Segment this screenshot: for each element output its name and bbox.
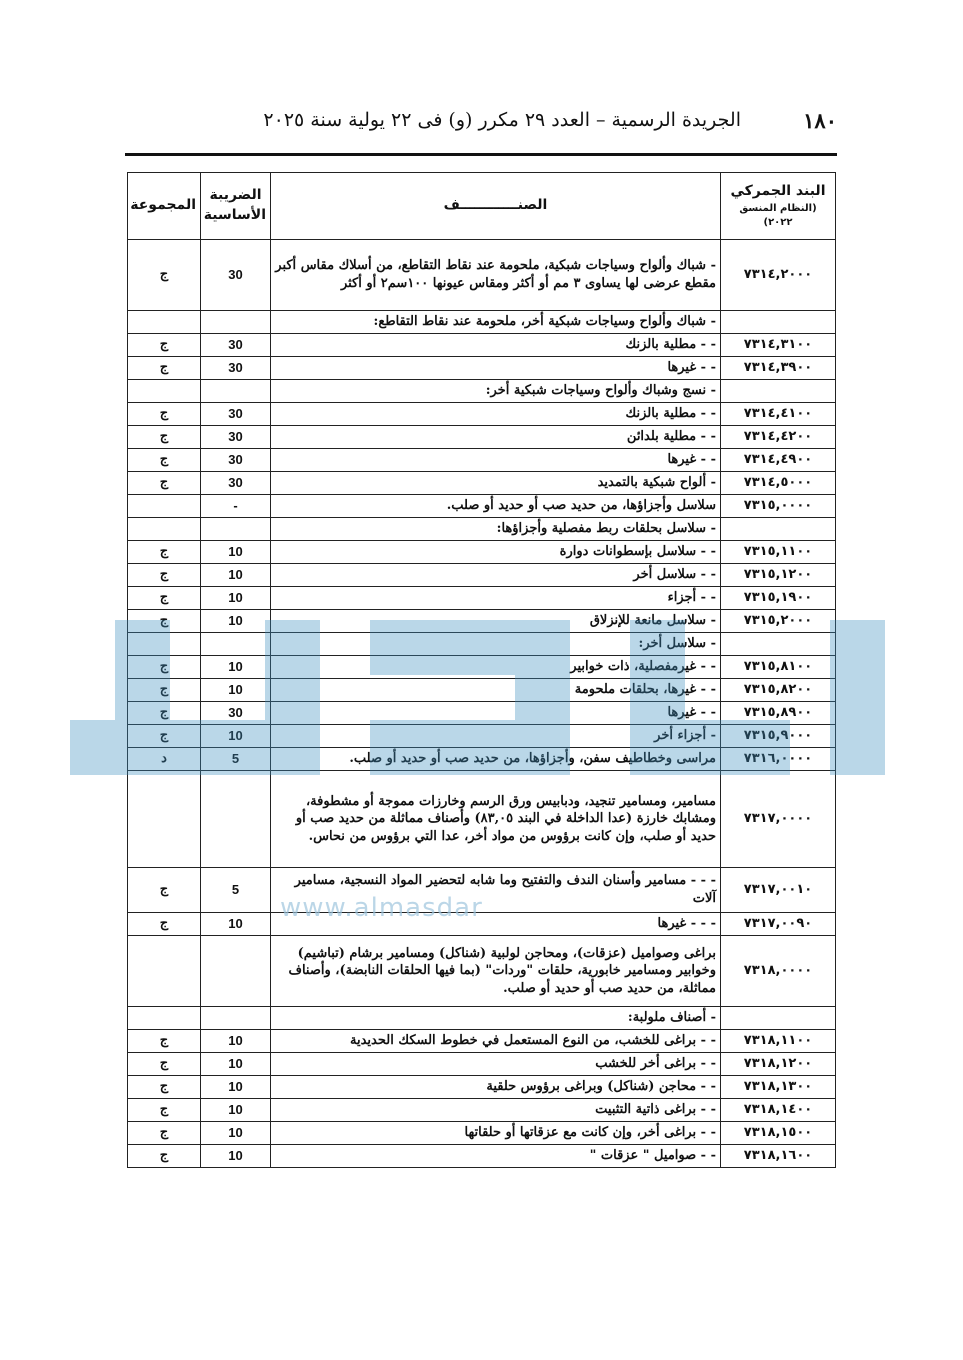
rate-cell [201, 936, 271, 1007]
description-cell: - أصناف ملولبة: [271, 1007, 721, 1030]
group-cell: ج [128, 357, 201, 380]
description-cell: - - محاجن (شناكل) وبراغى برؤوس حلقية [271, 1076, 721, 1099]
description-cell: - - - غيرها [271, 913, 721, 936]
group-cell: ج [128, 1030, 201, 1053]
table-row [128, 725, 836, 748]
group-cell: ج [128, 702, 201, 725]
group-cell [128, 380, 201, 403]
table-header-row [128, 173, 836, 240]
group-cell [128, 633, 201, 656]
table-row [128, 495, 836, 518]
table-row [128, 449, 836, 472]
page-number: ١٨٠ [803, 108, 837, 133]
description-cell: - شباك وألواح وسياجات شبكية، ملحومة عند نقاط التقاطع، من أسلاك مقاس أكبر مقطع عرضى لها يساوى ٣ مم أو أكثر ومقاس عيونها ١٠٠سم٢ أو أكثر [271, 240, 721, 311]
rate-cell: - [201, 495, 271, 518]
description-cell: - ألواح شبكية بالتمديد [271, 472, 721, 495]
group-cell: د [128, 748, 201, 771]
column-header-group: المجموعة [128, 173, 201, 240]
description-cell: - - - مسامير وأسنان الندف والتفتيح وما شابه لتحضير المواد النسجية، مسامير آلات [271, 868, 721, 913]
column-header-code [721, 173, 836, 240]
tariff-code-cell: ٧٣١٥,١١٠٠ [721, 541, 836, 564]
group-cell: ج [128, 1076, 201, 1099]
table-row [128, 1145, 836, 1168]
group-cell: ج [128, 541, 201, 564]
tariff-code-cell: ٧٣١٦,٠٠٠٠ [721, 748, 836, 771]
table-row [128, 357, 836, 380]
tariff-code-cell: ٧٣١٥,٨٩٠٠ [721, 702, 836, 725]
table-row [128, 426, 836, 449]
rate-cell [201, 311, 271, 334]
tariff-code-cell [721, 1007, 836, 1030]
tariff-code-cell: ٧٣١٤,٣٩٠٠ [721, 357, 836, 380]
group-cell: ج [128, 679, 201, 702]
watermark-stroke [830, 620, 885, 775]
rate-cell [201, 1007, 271, 1030]
tariff-code-cell: ٧٣١٥,٢٠٠٠ [721, 610, 836, 633]
group-cell [128, 518, 201, 541]
description-cell: سلاسل وأجزاؤها، من حديد صب أو حديد أو صلب. [271, 495, 721, 518]
rate-cell: 10 [201, 1145, 271, 1168]
description-cell: - نسج وشباك وألواح وسياجات شبكية أخر: [271, 380, 721, 403]
rate-cell: 30 [201, 426, 271, 449]
description-cell: - - براغى ذاتية التثبيت [271, 1099, 721, 1122]
tariff-code-cell [721, 311, 836, 334]
group-cell: ج [128, 1122, 201, 1145]
tariff-code-cell: ٧٣١٥,٠٠٠٠ [721, 495, 836, 518]
tariff-code-cell: ٧٣١٨,١٥٠٠ [721, 1122, 836, 1145]
description-cell: براغى وصواميل (عزقات)، ومحاجن لولبية (شناكل) ومسامير برشام (تباشيم) وخوابير ومسامير خابورية، حلقات "وردات" (بما فيها الحلقات النابضة)، وأصناف مماثلة، من حديد صب أو حديد أو صلب. [271, 936, 721, 1007]
rate-cell: 10 [201, 541, 271, 564]
description-cell: - - مطلية بلدائن [271, 426, 721, 449]
table-row [128, 1099, 836, 1122]
tariff-code-cell: ٧٣١٤,٢٠٠٠ [721, 240, 836, 311]
group-cell: ج [128, 564, 201, 587]
tariff-code-cell: ٧٣١٤,٣١٠٠ [721, 334, 836, 357]
table-row [128, 771, 836, 868]
table-row [128, 1007, 836, 1030]
group-cell: ج [128, 1099, 201, 1122]
table-row [128, 1030, 836, 1053]
rate-cell: 10 [201, 913, 271, 936]
table-row [128, 936, 836, 1007]
rate-cell: 10 [201, 587, 271, 610]
description-cell: - - غيرمفصلية، ذات خوابير [271, 656, 721, 679]
tariff-table-body [128, 240, 836, 1168]
rate-cell: 10 [201, 610, 271, 633]
rate-cell: 10 [201, 656, 271, 679]
group-cell [128, 936, 201, 1007]
page-header [125, 104, 837, 148]
group-cell [128, 1007, 201, 1030]
rate-cell: 10 [201, 1099, 271, 1122]
gazette-title: الجريدة الرسمية – العدد ٢٩ مكرر (و) فى ٢٢ يولية سنة ٢٠٢٥ [263, 109, 741, 131]
rate-cell: 5 [201, 868, 271, 913]
group-cell [128, 495, 201, 518]
tariff-code-cell: ٧٣١٨,١١٠٠ [721, 1030, 836, 1053]
group-cell: ج [128, 403, 201, 426]
table-row [128, 587, 836, 610]
group-cell: ج [128, 725, 201, 748]
tariff-table [127, 172, 836, 1168]
table-row [128, 311, 836, 334]
group-cell: ج [128, 587, 201, 610]
tariff-code-cell: ٧٣١٥,٨٢٠٠ [721, 679, 836, 702]
tariff-code-cell: ٧٣١٥,٨١٠٠ [721, 656, 836, 679]
table-row [128, 679, 836, 702]
rate-cell: 5 [201, 748, 271, 771]
group-cell: ج [128, 240, 201, 311]
column-header-rate: الضريبة الأساسية [201, 173, 271, 240]
description-cell: - - سلاسل بإسطوانات دوارة [271, 541, 721, 564]
tariff-code-cell: ٧٣١٨,١٢٠٠ [721, 1053, 836, 1076]
description-cell: - - براغى للخشب، من النوع المستعمل في خطوط السكك الحديدية [271, 1030, 721, 1053]
description-cell: - - غيرها، بحلقات ملحومة [271, 679, 721, 702]
rate-cell: 10 [201, 725, 271, 748]
rate-cell [201, 518, 271, 541]
description-cell: - - سلاسل أخر [271, 564, 721, 587]
table-row [128, 748, 836, 771]
watermark-url: www.almasdar [280, 893, 483, 923]
description-cell: - - غيرها [271, 702, 721, 725]
description-cell: - - براغى أخر للخشب [271, 1053, 721, 1076]
description-cell: - - صواميل " عزقات " [271, 1145, 721, 1168]
group-cell [128, 771, 201, 868]
table-row [128, 1076, 836, 1099]
table-row [128, 702, 836, 725]
tariff-code-cell: ٧٣١٤,٤٢٠٠ [721, 426, 836, 449]
rate-cell: 30 [201, 403, 271, 426]
group-cell: ج [128, 334, 201, 357]
tariff-code-cell: ٧٣١٧,٠٠٠٠ [721, 771, 836, 868]
group-cell: ج [128, 426, 201, 449]
rate-cell: 30 [201, 357, 271, 380]
rate-cell: 10 [201, 679, 271, 702]
description-cell: - - غيرها [271, 449, 721, 472]
table-row [128, 633, 836, 656]
code-header-label: البند الجمركي [730, 183, 826, 200]
table-row [128, 1122, 836, 1145]
group-cell: ج [128, 472, 201, 495]
description-cell: - سلاسل مانعة للإنزلاق [271, 610, 721, 633]
tariff-code-cell: ٧٣١٥,١٢٠٠ [721, 564, 836, 587]
group-cell: ج [128, 1053, 201, 1076]
tariff-code-cell: ٧٣١٥,٩٠٠٠ [721, 725, 836, 748]
group-cell: ج [128, 913, 201, 936]
table-row [128, 334, 836, 357]
description-cell: - - مطلية بالزنك [271, 334, 721, 357]
group-cell: ج [128, 610, 201, 633]
rate-cell [201, 380, 271, 403]
description-cell: مراسى وخطاطيف سفن، وأجزاؤها، من حديد صب أو حديد أو صلب. [271, 748, 721, 771]
column-header-description: الصنــــــــــــف [271, 173, 721, 240]
tariff-code-cell: ٧٣١٧,٠٠٩٠ [721, 913, 836, 936]
rate-cell: 10 [201, 1030, 271, 1053]
table-row [128, 610, 836, 633]
code-header-sublabel: (النظام المنسق ٢٠٢٢) [739, 202, 817, 228]
tariff-code-cell: ٧٣١٨,١٤٠٠ [721, 1099, 836, 1122]
table-row [128, 656, 836, 679]
table-row [128, 1053, 836, 1076]
table-row [128, 403, 836, 426]
description-cell: مسامير، ومسامير تنجيد، ودبابيس ورق الرسم وخارزات مموجة أو مشطوفة، ومشابك خارزة (عدا الداخلة في البند ٨٣,٠٥) وأصناف مماثلة من حديد صب أو حديد أو صلب، وإن كانت برؤوس من مواد أخر، عدا التي برؤوس من نحاس. [271, 771, 721, 868]
tariff-code-cell: ٧٣١٨,٠٠٠٠ [721, 936, 836, 1007]
tariff-code-cell: ٧٣١٤,٥٠٠٠ [721, 472, 836, 495]
rate-cell: 10 [201, 1122, 271, 1145]
group-cell: ج [128, 868, 201, 913]
group-cell [128, 311, 201, 334]
table-row [128, 380, 836, 403]
rate-cell: 30 [201, 472, 271, 495]
description-cell: - سلاسل أخر: [271, 633, 721, 656]
group-cell: ج [128, 1145, 201, 1168]
tariff-code-cell: ٧٣١٨,١٦٠٠ [721, 1145, 836, 1168]
description-cell: - أجزاء أخر [271, 725, 721, 748]
table-row [128, 541, 836, 564]
table-row [128, 564, 836, 587]
description-cell: - - أجزاء [271, 587, 721, 610]
rate-cell: 30 [201, 702, 271, 725]
table-row [128, 913, 836, 936]
rate-cell: 30 [201, 449, 271, 472]
table-row [128, 240, 836, 311]
tariff-code-cell: ٧٣١٧,٠٠١٠ [721, 868, 836, 913]
description-cell: - - غيرها [271, 357, 721, 380]
header-divider [125, 153, 837, 156]
description-cell: - - مطلية بالزنك [271, 403, 721, 426]
rate-cell: 30 [201, 334, 271, 357]
tariff-code-cell: ٧٣١٥,١٩٠٠ [721, 587, 836, 610]
tariff-code-cell: ٧٣١٨,١٣٠٠ [721, 1076, 836, 1099]
tariff-code-cell [721, 633, 836, 656]
rate-cell [201, 771, 271, 868]
tariff-code-cell [721, 518, 836, 541]
table-row [128, 518, 836, 541]
group-cell: ج [128, 449, 201, 472]
description-cell: - شباك وألواح وسياجات شبكية أخر، ملحومة عند نقاط التقاطع: [271, 311, 721, 334]
description-cell: - سلاسل بحلقات ربط مفصلية وأجزاؤها: [271, 518, 721, 541]
group-cell: ج [128, 656, 201, 679]
tariff-code-cell: ٧٣١٤,٤١٠٠ [721, 403, 836, 426]
rate-cell: 10 [201, 1053, 271, 1076]
rate-cell: 30 [201, 240, 271, 311]
tariff-code-cell: ٧٣١٤,٤٩٠٠ [721, 449, 836, 472]
rate-cell: 10 [201, 564, 271, 587]
tariff-code-cell [721, 380, 836, 403]
table-row [128, 868, 836, 913]
table-row [128, 472, 836, 495]
description-cell: - - براغى أخر، وإن كانت مع عزقاتها أو حلقاتها [271, 1122, 721, 1145]
rate-cell [201, 633, 271, 656]
rate-cell: 10 [201, 1076, 271, 1099]
